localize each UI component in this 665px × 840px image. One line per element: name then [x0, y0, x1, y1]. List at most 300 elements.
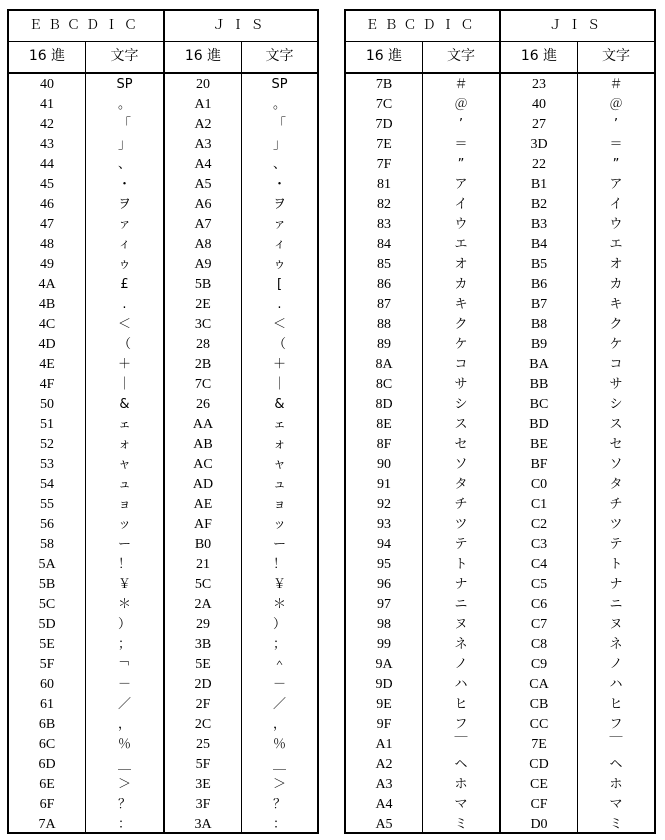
jis-char-cell: ハ	[609, 677, 623, 692]
jis-char-cell: ホ	[609, 777, 623, 792]
jis-char-cell: ％	[272, 737, 286, 752]
jis-hex-cell: C2	[530, 517, 548, 532]
jis-char-cell: ェ	[272, 417, 286, 432]
jis-char-cell: ノ	[609, 657, 623, 672]
table-row	[9, 455, 317, 475]
jis-hex-cell: 2D	[194, 677, 212, 692]
ebcdic-hex-cell: 5E	[39, 637, 55, 652]
ebcdic-char-cell: ＊	[117, 597, 131, 612]
jis-hex-cell: 28	[196, 337, 210, 352]
table-row	[9, 635, 317, 655]
ebcdic-char-cell: ネ	[454, 637, 468, 652]
ebcdic-hex-cell: 47	[40, 217, 54, 232]
ebcdic-char-cell: －	[117, 677, 131, 692]
jis-char-cell: ＊	[272, 597, 286, 612]
jis-char-cell: エ	[609, 237, 623, 252]
ebcdic-hex-cell: 84	[377, 237, 391, 252]
table-row	[9, 275, 317, 295]
ebcdic-hex-cell: A4	[375, 797, 393, 812]
jis-hex-cell: A6	[194, 197, 212, 212]
jis-hex-cell: CB	[529, 697, 549, 712]
jis-hex-cell: B4	[530, 237, 548, 252]
ebcdic-char-cell: チ	[454, 497, 468, 512]
ebcdic-hex-cell: 86	[377, 277, 391, 292]
ebcdic-char-cell: ェ	[117, 417, 131, 432]
jis-hex-cell: C7	[530, 617, 548, 632]
table-row	[346, 175, 654, 195]
jis-char-cell: ソ	[609, 457, 623, 472]
table-row	[9, 375, 317, 395]
table-row	[346, 615, 654, 635]
ebcdic-char-cell: ，	[117, 717, 131, 732]
jis-char-cell: &	[274, 397, 285, 412]
ebcdic-char-cell: ャ	[117, 457, 131, 472]
jis-char-cell: ＠	[609, 97, 623, 112]
ebcdic-char-cell: 。	[117, 97, 131, 112]
ebcdic-hex-cell: 4C	[38, 317, 56, 332]
jis-hex-cell: CA	[529, 677, 549, 692]
jis-char-cell: ＾	[272, 657, 286, 672]
ebcdic-char-cell: ＃	[454, 77, 468, 92]
jis-hex-cell: BD	[529, 417, 549, 432]
jis-hex-cell: 3E	[195, 777, 211, 792]
ebcdic-hex-cell: 9D	[375, 677, 393, 692]
ebcdic-char-cell: ／	[117, 697, 131, 712]
jis-hex-cell: 23	[532, 77, 546, 92]
table-row	[9, 615, 317, 635]
table-row	[9, 175, 317, 195]
ebcdic-hex-cell: 96	[377, 577, 391, 592]
table-row	[9, 335, 317, 355]
ebcdic-hex-cell: 87	[377, 297, 391, 312]
table-row	[346, 215, 654, 235]
table-row	[9, 415, 317, 435]
jis-char-cell: ＝	[609, 137, 623, 152]
jis-hex-cell: B2	[530, 197, 548, 212]
jis-hex-cell: B1	[530, 177, 548, 192]
table-row	[346, 635, 654, 655]
jis-char-cell: ァ	[272, 217, 286, 232]
jis-header: ＪＩＳ	[212, 18, 270, 33]
jis-char-cell: セ	[609, 437, 623, 452]
jis-char-cell: ヒ	[609, 697, 623, 712]
jis-char-cell: ョ	[272, 497, 286, 512]
table-row	[346, 255, 654, 275]
jis-char-header: 文字	[265, 48, 294, 64]
jis-char-header: 文字	[602, 48, 630, 64]
jis-hex-cell: 2B	[194, 357, 212, 372]
table-row	[346, 195, 654, 215]
ebcdic-char-cell: テ	[454, 537, 468, 552]
jis-hex-cell: A4	[194, 157, 212, 172]
ebcdic-hex-cell: 7A	[38, 817, 56, 832]
table-row	[346, 95, 654, 115]
jis-char-cell: マ	[609, 797, 623, 812]
ebcdic-char-cell: ヌ	[454, 617, 468, 632]
ebcdic-hex-cell: 6E	[39, 777, 55, 792]
jis-hex-header: 16 進	[520, 48, 558, 64]
ebcdic-char-cell: ミ	[454, 817, 468, 832]
ebcdic-hex-cell: 4D	[38, 337, 56, 352]
table-row	[9, 675, 317, 695]
table-row	[346, 735, 654, 755]
ebcdic-hex-cell: A1	[375, 737, 393, 752]
ebcdic-hex-cell: 54	[40, 477, 54, 492]
table-row	[346, 675, 654, 695]
jis-hex-cell: 5F	[195, 757, 211, 772]
ebcdic-hex-cell: 5A	[38, 557, 56, 572]
ebcdic-char-cell: ￣	[454, 737, 468, 752]
ebcdic-hex-cell: 49	[40, 257, 54, 272]
jis-char-cell: ク	[609, 317, 623, 332]
ebcdic-hex-cell: 7E	[376, 137, 392, 152]
jis-hex-cell: C5	[530, 577, 548, 592]
jis-char-cell: ケ	[609, 337, 623, 352]
table-row	[346, 275, 654, 295]
ebcdic-char-cell: ュ	[117, 477, 131, 492]
code-rows	[346, 75, 654, 835]
jis-hex-cell: 3B	[194, 637, 212, 652]
jis-char-cell: ＜	[272, 317, 286, 332]
ebcdic-hex-cell: 43	[40, 137, 54, 152]
jis-hex-cell: CC	[529, 717, 549, 732]
ebcdic-char-cell: ハ	[454, 677, 468, 692]
code-table-left	[7, 9, 319, 834]
ebcdic-char-cell: ＋	[117, 357, 131, 372]
jis-hex-cell: B6	[530, 277, 548, 292]
table-row	[346, 435, 654, 455]
jis-char-cell: ￥	[272, 577, 286, 592]
jis-char-cell: ヲ	[272, 197, 286, 212]
jis-char-cell: ＃	[609, 77, 623, 92]
jis-hex-cell: C4	[530, 557, 548, 572]
table-row	[9, 115, 317, 135]
jis-hex-cell: A5	[194, 177, 212, 192]
table-row	[9, 195, 317, 215]
jis-hex-cell: A1	[194, 97, 212, 112]
jis-char-cell: ，	[272, 717, 286, 732]
jis-hex-cell: AE	[193, 497, 213, 512]
ebcdic-hex-cell: 51	[40, 417, 54, 432]
ebcdic-char-cell: ッ	[117, 517, 131, 532]
jis-char-cell: ’	[613, 117, 619, 132]
ebcdic-char-cell: ヲ	[117, 197, 131, 212]
jis-hex-cell: 5E	[195, 657, 211, 672]
table-row	[346, 815, 654, 835]
jis-hex-cell: 5C	[194, 577, 212, 592]
jis-hex-cell: AD	[192, 477, 214, 492]
ebcdic-char-cell: コ	[454, 357, 468, 372]
jis-hex-cell: 20	[196, 77, 210, 92]
ebcdic-char-cell: セ	[454, 437, 468, 452]
table-row	[9, 555, 317, 575]
jis-char-cell: ｜	[272, 377, 286, 392]
ebcdic-char-cell: カ	[454, 277, 468, 292]
ebcdic-char-cell: ィ	[117, 237, 131, 252]
jis-char-cell: ・	[272, 177, 286, 192]
ebcdic-char-cell: ＿	[117, 757, 131, 772]
ebcdic-char-cell: キ	[454, 297, 468, 312]
ebcdic-char-cell: ニ	[454, 597, 468, 612]
ebcdic-char-cell: ！	[117, 557, 131, 572]
ebcdic-hex-cell: 90	[377, 457, 391, 472]
table-row	[9, 135, 317, 155]
jis-char-cell: 、	[272, 157, 286, 172]
jis-hex-cell: 3F	[195, 797, 211, 812]
jis-char-cell: ゥ	[272, 257, 286, 272]
ebcdic-hex-cell: 60	[40, 677, 54, 692]
ebcdic-hex-cell: 83	[377, 217, 391, 232]
ebcdic-hex-cell: 4A	[38, 277, 56, 292]
jis-hex-cell: C1	[530, 497, 548, 512]
ebcdic-hex-cell: 9E	[376, 697, 392, 712]
ebcdic-char-cell: ：	[117, 817, 131, 832]
table-row	[9, 495, 317, 515]
table-row	[346, 555, 654, 575]
table-row	[346, 295, 654, 315]
jis-char-cell: [	[276, 277, 283, 292]
ebcdic-char-cell: &	[119, 397, 130, 412]
jis-char-cell: チ	[609, 497, 623, 512]
ebcdic-hex-cell: 9F	[376, 717, 392, 732]
jis-hex-cell: B8	[530, 317, 548, 332]
table-row	[346, 135, 654, 155]
jis-char-cell: ツ	[609, 517, 623, 532]
ebcdic-char-cell: ）	[117, 617, 131, 632]
table-row	[9, 215, 317, 235]
ebcdic-hex-cell: 93	[377, 517, 391, 532]
jis-char-cell: ；	[272, 637, 286, 652]
jis-char-cell: 」	[272, 137, 286, 152]
jis-hex-cell: AF	[194, 517, 212, 532]
table-row	[346, 535, 654, 555]
jis-hex-cell: CE	[530, 777, 548, 792]
table-row	[9, 255, 317, 275]
table-row	[9, 815, 317, 835]
jis-char-cell: カ	[609, 277, 623, 292]
ebcdic-hex-cell: 6C	[38, 737, 56, 752]
jis-char-cell: ヘ	[609, 757, 623, 772]
ebcdic-hex-cell: 7F	[376, 157, 392, 172]
table-row	[9, 575, 317, 595]
ebcdic-hex-cell: A3	[375, 777, 393, 792]
jis-hex-cell: C8	[530, 637, 548, 652]
ebcdic-hex-cell: 52	[40, 437, 54, 452]
jis-char-cell: サ	[609, 377, 623, 392]
ebcdic-hex-cell: 44	[40, 157, 54, 172]
ebcdic-hex-cell: 6B	[38, 717, 56, 732]
ebcdic-char-header: 文字	[110, 48, 139, 64]
jis-hex-cell: 7E	[531, 737, 547, 752]
ebcdic-hex-cell: 46	[40, 197, 54, 212]
ebcdic-char-cell: イ	[454, 197, 468, 212]
ebcdic-header: ＥＢＣＤＩＣ	[365, 18, 480, 33]
ebcdic-hex-cell: 4E	[39, 357, 55, 372]
ebcdic-hex-cell: 7C	[375, 97, 393, 112]
jis-char-cell: ッ	[272, 517, 286, 532]
jis-hex-cell: A9	[194, 257, 212, 272]
table-row	[9, 795, 317, 815]
ebcdic-char-cell: ゥ	[117, 257, 131, 272]
ebcdic-char-cell: マ	[454, 797, 468, 812]
ebcdic-char-cell: SP	[116, 77, 133, 92]
jis-char-cell: ア	[609, 177, 623, 192]
jis-hex-cell: 2F	[195, 697, 211, 712]
jis-char-cell: （	[272, 337, 286, 352]
table-row	[9, 755, 317, 775]
ebcdic-char-cell: エ	[454, 237, 468, 252]
table-row	[346, 395, 654, 415]
ebcdic-char-cell: ｜	[117, 377, 131, 392]
jis-hex-cell: A7	[194, 217, 212, 232]
ebcdic-char-cell: オ	[454, 257, 468, 272]
table-row	[9, 235, 317, 255]
jis-char-cell: .	[277, 297, 282, 312]
jis-hex-cell: C0	[530, 477, 548, 492]
table-row	[346, 695, 654, 715]
ebcdic-hex-cell: 55	[40, 497, 54, 512]
code-rows	[9, 75, 317, 835]
table-row	[9, 95, 317, 115]
ebcdic-char-cell: ツ	[454, 517, 468, 532]
ebcdic-hex-cell: 5C	[38, 597, 56, 612]
jis-hex-cell: D0	[530, 817, 548, 832]
jis-char-cell: ＿	[272, 757, 286, 772]
table-row	[9, 655, 317, 675]
table-row	[346, 115, 654, 135]
ebcdic-hex-cell: 82	[377, 197, 391, 212]
jis-hex-cell: 26	[196, 397, 210, 412]
ebcdic-char-cell: ％	[117, 737, 131, 752]
jis-char-cell: ネ	[609, 637, 623, 652]
ebcdic-hex-cell: 7B	[375, 77, 393, 92]
ebcdic-char-cell: ＜	[117, 317, 131, 332]
ebcdic-hex-cell: 53	[40, 457, 54, 472]
jis-hex-cell: 29	[196, 617, 210, 632]
table-row	[346, 595, 654, 615]
jis-char-cell: ヌ	[609, 617, 623, 632]
ebcdic-hex-cell: 50	[40, 397, 54, 412]
jis-hex-cell: 7C	[194, 377, 212, 392]
jis-char-cell: シ	[609, 397, 623, 412]
table-row	[346, 455, 654, 475]
jis-char-cell: ニ	[609, 597, 623, 612]
jis-char-cell: イ	[609, 197, 623, 212]
ebcdic-char-cell: ケ	[454, 337, 468, 352]
table-row	[9, 75, 317, 95]
jis-char-cell: ＋	[272, 357, 286, 372]
ebcdic-char-cell: £	[120, 277, 129, 292]
ebcdic-hex-cell: 85	[377, 257, 391, 272]
jis-hex-cell: B3	[530, 217, 548, 232]
table-row	[9, 735, 317, 755]
table-row	[346, 655, 654, 675]
ebcdic-hex-cell: 40	[40, 77, 54, 92]
ebcdic-char-cell: シ	[454, 397, 468, 412]
ebcdic-hex-cell: 48	[40, 237, 54, 252]
ebcdic-hex-cell: 8C	[375, 377, 393, 392]
ebcdic-hex-cell: 8E	[376, 417, 392, 432]
table-row	[346, 335, 654, 355]
ebcdic-hex-cell: 91	[377, 477, 391, 492]
jis-char-cell: タ	[609, 477, 623, 492]
table-row	[9, 595, 317, 615]
table-row	[9, 355, 317, 375]
ebcdic-char-cell: ト	[454, 557, 468, 572]
ebcdic-hex-cell: 4F	[39, 377, 55, 392]
ebcdic-char-cell: ス	[454, 417, 468, 432]
ebcdic-char-cell: .	[122, 297, 127, 312]
ebcdic-char-cell: サ	[454, 377, 468, 392]
jis-char-cell: フ	[609, 717, 623, 732]
jis-hex-cell: A8	[194, 237, 212, 252]
jis-char-cell: ／	[272, 697, 286, 712]
ebcdic-hex-cell: 88	[377, 317, 391, 332]
table-row	[346, 775, 654, 795]
ebcdic-char-cell: ？	[117, 797, 131, 812]
ebcdic-char-cell: ＝	[454, 137, 468, 152]
ebcdic-hex-cell: 6F	[39, 797, 55, 812]
jis-hex-cell: C6	[530, 597, 548, 612]
ebcdic-hex-cell: 5B	[38, 577, 56, 592]
ebcdic-char-cell: ＠	[454, 97, 468, 112]
ebcdic-char-cell: ￢	[117, 657, 131, 672]
ebcdic-hex-cell: 58	[40, 537, 54, 552]
ebcdic-char-cell: 、	[117, 157, 131, 172]
jis-hex-cell: AA	[192, 417, 214, 432]
ebcdic-hex-cell: 6D	[38, 757, 56, 772]
jis-hex-cell: BF	[530, 457, 548, 472]
jis-char-cell: 「	[272, 117, 286, 132]
ebcdic-hex-cell: 45	[40, 177, 54, 192]
table-row	[346, 155, 654, 175]
table-row	[346, 75, 654, 95]
ebcdic-char-cell: ”	[457, 157, 465, 172]
ebcdic-char-cell: 「	[117, 117, 131, 132]
table-row	[346, 575, 654, 595]
ebcdic-char-cell: ョ	[117, 497, 131, 512]
table-row	[9, 315, 317, 335]
jis-hex-header: 16 進	[184, 48, 222, 64]
jis-char-cell: ス	[609, 417, 623, 432]
ebcdic-hex-cell: 97	[377, 597, 391, 612]
jis-hex-cell: C9	[530, 657, 548, 672]
ebcdic-hex-cell: 8A	[375, 357, 393, 372]
ebcdic-hex-cell: 5F	[39, 657, 55, 672]
ebcdic-char-cell: ＞	[117, 777, 131, 792]
ebcdic-char-cell: フ	[454, 717, 468, 732]
jis-char-cell: ）	[272, 617, 286, 632]
jis-hex-cell: 2C	[194, 717, 212, 732]
ebcdic-hex-cell: A2	[375, 757, 393, 772]
ebcdic-hex-cell: 89	[377, 337, 391, 352]
table-row	[346, 355, 654, 375]
ebcdic-char-cell: ソ	[454, 457, 468, 472]
ebcdic-hex-cell: 99	[377, 637, 391, 652]
jis-hex-cell: AB	[193, 437, 213, 452]
jis-hex-cell: B5	[530, 257, 548, 272]
jis-hex-cell: 3C	[194, 317, 212, 332]
ebcdic-hex-cell: 5D	[38, 617, 56, 632]
ebcdic-hex-cell: 81	[377, 177, 391, 192]
ebcdic-hex-cell: 9A	[375, 657, 393, 672]
ebcdic-char-cell: タ	[454, 477, 468, 492]
jis-hex-cell: C3	[530, 537, 548, 552]
jis-hex-cell: 21	[196, 557, 210, 572]
ebcdic-char-cell: ホ	[454, 777, 468, 792]
table-row	[9, 515, 317, 535]
table-row	[9, 295, 317, 315]
